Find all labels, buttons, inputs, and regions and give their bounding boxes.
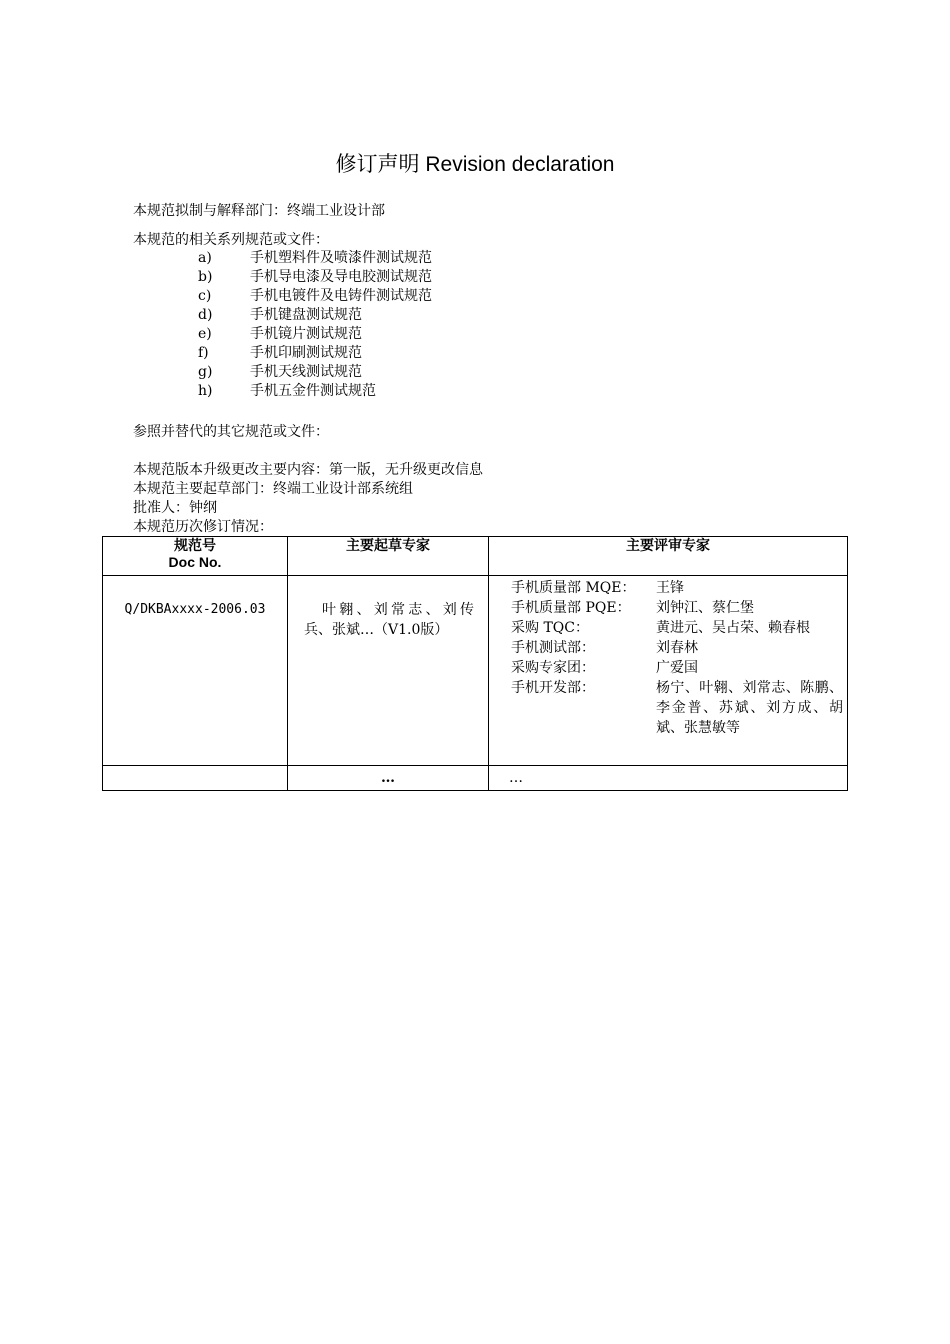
reviewer-dept: 采购专家团： [511, 660, 595, 676]
list-marker: f) [198, 345, 209, 361]
header-doc-no-en: Doc No. [168, 554, 222, 570]
main-drafting-dept-line: 本规范主要起草部门：终端工业设计部系统组 [133, 481, 413, 497]
drafters-cell [288, 576, 489, 766]
list-item [198, 287, 432, 306]
list-text: 手机印刷测试规范 [250, 345, 362, 361]
reviewer-names: 刘春林 [656, 640, 698, 656]
reviewer-dept: 手机质量部 PQE： [511, 600, 631, 616]
reviewer-names: 刘钟江、蔡仁堡 [656, 600, 754, 616]
revision-table [102, 536, 848, 791]
reviewer-dept: 采购 TQC： [511, 620, 589, 636]
doc-no-cell [103, 766, 288, 791]
revision-history-line: 本规范历次修订情况： [133, 519, 273, 535]
list-item [198, 325, 432, 344]
reviewer-dept: 手机测试部： [511, 640, 595, 656]
list-item [198, 363, 432, 382]
reviewer-entry [511, 598, 843, 618]
reviewer-names: 杨宁、叶翱、刘常志、陈鹏、李金普、苏斌、刘方成、胡斌、张慧敏等 [656, 680, 843, 736]
approver-line: 批准人：钟纲 [133, 500, 217, 516]
page-title: 修订声明 Revision declaration [335, 153, 615, 176]
reviewer-entry [511, 618, 843, 638]
replaced-docs-line: 参照并替代的其它规范或文件： [133, 424, 329, 440]
reviewer-entry [511, 658, 843, 678]
reviewer-names: 黄进元、吴占荣、赖春根 [656, 620, 810, 636]
upgrade-info-line: 本规范版本升级更改主要内容：第一版，无升级更改信息 [133, 462, 483, 478]
header-drafters [288, 537, 489, 576]
header-reviewers-label: 主要评审专家 [626, 537, 710, 553]
table-header-row [103, 537, 848, 576]
reviewer-names: 王锋 [656, 580, 684, 596]
drafters-cell [288, 766, 489, 791]
reviewers-cell [489, 766, 848, 791]
table-row [103, 766, 848, 791]
list-marker: a) [198, 250, 212, 266]
related-docs-header: 本规范的相关系列规范或文件： [133, 232, 329, 248]
drafters-ellipsis: … [381, 770, 395, 786]
header-doc-no [103, 537, 288, 576]
list-marker: g) [198, 364, 213, 380]
list-text: 手机电镀件及电铸件测试规范 [250, 288, 432, 304]
header-reviewers [489, 537, 848, 576]
drafters-value: 叶翱、刘常志、刘传兵、张斌…（V1.0版） [304, 602, 474, 638]
list-marker: d) [198, 307, 213, 323]
list-text: 手机五金件测试规范 [250, 383, 376, 399]
list-text: 手机键盘测试规范 [250, 307, 362, 323]
list-text: 手机导电漆及导电胶测试规范 [250, 269, 432, 285]
reviewer-entry [511, 638, 843, 658]
list-item [198, 344, 432, 363]
list-text: 手机镜片测试规范 [250, 326, 362, 342]
reviewer-dept: 手机开发部： [511, 680, 595, 696]
reviewers-cell [489, 576, 848, 766]
list-text: 手机塑料件及喷漆件测试规范 [250, 250, 432, 266]
table-row [103, 576, 848, 766]
related-docs-list [198, 249, 432, 401]
header-doc-no-cn: 规范号 [174, 537, 216, 553]
list-item [198, 382, 432, 401]
doc-no-value: Q/DKBAxxxx-2006.03 [124, 602, 266, 617]
reviewer-entry [511, 578, 843, 598]
reviewers-ellipsis: … [509, 770, 523, 786]
reviewers-list [489, 576, 847, 738]
list-marker: c) [198, 288, 212, 304]
drafting-dept-line: 本规范拟制与解释部门：终端工业设计部 [133, 203, 385, 219]
list-marker: b) [198, 269, 213, 285]
list-marker: h) [198, 383, 213, 399]
doc-no-cell [103, 576, 288, 766]
reviewer-names: 广爱国 [656, 660, 698, 676]
list-item [198, 306, 432, 325]
list-marker: e) [198, 326, 212, 342]
list-text: 手机天线测试规范 [250, 364, 362, 380]
reviewer-dept: 手机质量部 MQE： [511, 580, 636, 596]
reviewer-entry [511, 678, 843, 738]
list-item [198, 249, 432, 268]
list-item [198, 268, 432, 287]
header-drafters-label: 主要起草专家 [346, 537, 430, 553]
